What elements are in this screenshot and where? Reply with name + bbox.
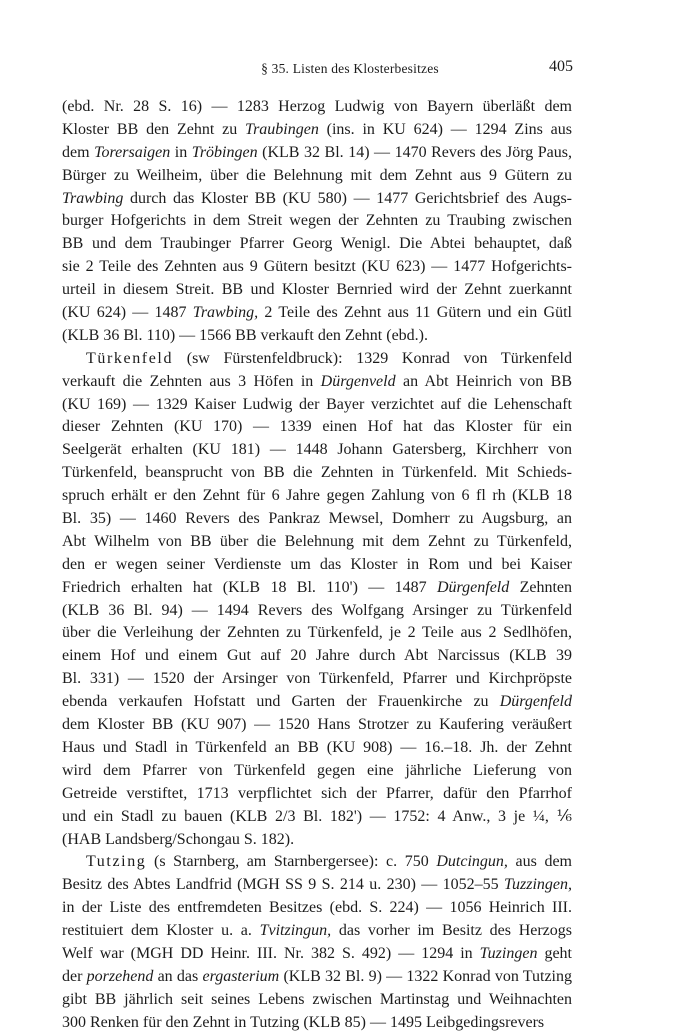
text-run: BB und dem Traubinger Pfarrer Georg Wenigl. Die Abtei behauptet, daß <box>62 235 572 253</box>
text-line <box>62 577 572 600</box>
text-line <box>62 165 572 188</box>
text-run: Bürger zu Weilheim, über die Belehnung mit dem Zehnt aus 9 Gütern zu <box>62 166 572 184</box>
text-line <box>62 256 572 279</box>
text-run: (ins. in KU 624) — 1294 Zins aus <box>318 120 573 138</box>
text-run: (KU 169) — 1329 Kaiser Ludwig der Bayer verzichtet auf die Lehenschaft <box>62 395 572 413</box>
text-run: dem <box>62 143 95 161</box>
text-line <box>62 371 572 394</box>
text-line <box>62 622 572 645</box>
body-text <box>62 96 572 1035</box>
text-line <box>62 348 572 371</box>
spaced-entry-heading: Tutzing <box>86 853 147 871</box>
text-line <box>62 142 572 165</box>
text-line <box>62 439 572 462</box>
text-line <box>62 554 572 577</box>
text-run: Getreide verstiftet, 1713 verpflichtet sich der Pfarrer, dafür den Pfarrhof <box>62 784 572 802</box>
text-line <box>62 233 572 256</box>
text-line <box>62 394 572 417</box>
text-run: (KLB 32 Bl. 14) — 1470 Revers des Jörg Paus, <box>257 143 573 161</box>
text-line <box>62 416 572 439</box>
text-run: Seelgerät erhalten (KU 181) — 1448 Johann Gatersberg, Kirchherr von <box>62 441 572 459</box>
italic-place-name: Tvitzingun, <box>259 922 332 940</box>
text-run: sie 2 Teile des Zehnten aus 9 Gütern besitzt (KU 623) — 1477 Hofgerichts- <box>62 258 572 276</box>
text-run: (KU 624) — 1487 <box>62 304 193 322</box>
text-line <box>62 691 572 714</box>
text-line <box>62 920 572 943</box>
text-line <box>62 462 572 485</box>
text-line <box>62 645 572 668</box>
running-title: § 35. Listen des Klosterbesitzes <box>261 61 439 76</box>
spaced-entry-heading: Türkenfeld <box>86 349 174 367</box>
italic-place-name: Dürgenveld <box>320 372 396 390</box>
text-run: spruch erhält er den Zehnt für 6 Jahre gegen Zahlung von 6 fl rh (KLB 18 <box>62 487 572 505</box>
text-run: aus dem <box>507 853 573 871</box>
text-line <box>62 874 572 897</box>
italic-place-name: Tröbingen <box>191 143 258 161</box>
text-line <box>62 279 572 302</box>
text-line <box>62 851 572 874</box>
text-run: 2 Teile des Zehnt aus 11 Gütern und ein Gütl <box>258 304 572 322</box>
text-run: der <box>62 967 87 985</box>
text-run: ebenda verkaufen Hofstatt und Garten der Frauenkirche zu <box>62 693 500 711</box>
italic-place-name: Dürgenfeld <box>499 693 572 711</box>
text-run: Bl. 35) — 1460 Revers des Pankraz Mewsel, Domherr zu Augsburg, an <box>62 510 572 528</box>
text-run: Türkenfeld, beansprucht von BB die Zehnten in Türkenfeld. Mit Schieds- <box>62 464 572 482</box>
text-line <box>62 966 572 989</box>
italic-place-name: Tuzzingen, <box>503 876 572 894</box>
text-run: das vorher im Besitz des Herzogs <box>331 922 573 940</box>
text-line <box>62 897 572 920</box>
text-run: durch das Kloster BB (KU 580) — 1477 Gerichtsbrief des Augs- <box>123 189 572 207</box>
text-line <box>62 989 572 1012</box>
text-line <box>62 714 572 737</box>
text-run: (HAB Landsberg/Schongau S. 182). <box>62 830 295 848</box>
text-line <box>62 302 572 325</box>
text-run: an Abt Heinrich von BB <box>395 372 573 390</box>
italic-place-name: Dutcingun, <box>436 853 508 871</box>
text-line <box>62 96 572 119</box>
text-run: Zehnten <box>509 578 573 596</box>
italic-place-name: Trawbing <box>62 189 124 207</box>
text-line <box>62 600 572 623</box>
italic-place-name: Traubingen <box>245 120 319 138</box>
text-line <box>62 806 572 829</box>
text-run: (KLB 32 Bl. 9) — 1322 Konrad von Tutzing <box>279 967 572 985</box>
text-run: wird dem Pfarrer von Türkenfeld gegen eine jährliche Lieferung von <box>62 761 572 779</box>
text-line <box>62 508 572 531</box>
text-run: (KLB 36 Bl. 110) — 1566 BB verkauft den Zehnt (ebd.). <box>62 326 429 344</box>
italic-place-name: Tuzingen <box>479 944 538 962</box>
text-line <box>62 829 572 852</box>
text-line <box>62 325 572 348</box>
text-run: gibt BB jährlich seit seines Lebens zwischen Martinstag und Weihnachten <box>62 990 572 1008</box>
text-line <box>62 210 572 233</box>
page-number: 405 <box>549 58 573 75</box>
text-line <box>62 943 572 966</box>
text-run: burger Hofgerichts in dem Streit wegen der Zehnten zu Traubing zwischen <box>62 212 572 230</box>
text-run: Kloster BB den Zehnt zu <box>62 120 246 138</box>
text-run: über die Verleihung der Zehnten zu Türkenfeld, je 2 Teile aus 2 Sedlhöfen, <box>62 624 572 642</box>
italic-place-name: Dürgenfeld <box>436 578 510 596</box>
text-run: (ebd. Nr. 28 S. 16) — 1283 Herzog Ludwig von Bayern überläßt dem <box>62 98 572 115</box>
text-run: an das <box>153 967 203 985</box>
text-run: restituiert dem Kloster u. a. <box>62 922 260 940</box>
text-run: Friedrich erhalten hat (KLB 18 Bl. 110') — 1487 <box>62 578 437 596</box>
text-run: einem Hof und einem Gut auf 20 Jahre durch Abt Narcissus (KLB 39 <box>62 647 572 665</box>
text-run: den er wegen seiner Verdienste um das Kloster in Rom und bei Kaiser <box>62 555 572 573</box>
text-run: Haus und Stadl in Türkenfeld an BB (KU 908) — 16.–18. Jh. der Zehnt <box>62 738 572 756</box>
text-run: verkauft die Zehnten aus 3 Höfen in <box>62 372 321 390</box>
text-run: (sw Fürstenfeldbruck): 1329 Konrad von Türkenfeld <box>173 349 572 367</box>
text-run: Welf war (MGH DD Heinr. III. Nr. 382 S. 492) — 1294 in <box>62 944 480 962</box>
text-run: (s Starnberg, am Starnbergersee): c. 750 <box>146 853 437 871</box>
text-run: 300 Renken für den Zehnt in Tutzing (KLB 85) — 1495 Leibgedingsrevers <box>62 1013 545 1031</box>
text-run: Abt Wilhelm von BB über die Belehnung mit dem Zehnt zu Türkenfeld, <box>62 532 572 550</box>
text-run: geht <box>537 944 572 962</box>
text-run: in <box>170 143 192 161</box>
italic-place-name: porzehend <box>86 967 154 985</box>
text-line <box>62 119 572 142</box>
text-line <box>62 760 572 783</box>
text-line <box>62 485 572 508</box>
italic-place-name: Torersaigen <box>94 143 171 161</box>
text-run: in der Liste des entfremdeten Besitzes (ebd. S. 224) — 1056 Heinrich III. <box>62 899 572 917</box>
text-run: urteil in diesem Streit. BB und Kloster Bernried wird der Zehnt zuerkannt <box>62 281 572 299</box>
text-line <box>62 783 572 806</box>
text-run: Besitz des Abtes Landfrid (MGH SS 9 S. 214 u. 230) — 1052–55 <box>62 876 504 894</box>
text-line <box>62 737 572 760</box>
italic-place-name: Trawbing, <box>192 304 259 322</box>
text-line <box>62 531 572 554</box>
text-line <box>62 668 572 691</box>
text-run: dieser Zehnten (KU 170) — 1339 einen Hof hat das Kloster für ein <box>62 418 572 436</box>
italic-place-name: ergasterium <box>202 967 280 985</box>
text-line <box>62 188 572 211</box>
text-run: und ein Stadl zu bauen (KLB 2/3 Bl. 182') — 1752: 4 Anw., 3 je ¼, ⅙ <box>62 807 572 825</box>
text-run: (KLB 36 Bl. 94) — 1494 Revers des Wolfgang Arsinger zu Türkenfeld <box>62 601 572 619</box>
running-head <box>0 58 700 82</box>
text-run: Bl. 331) — 1520 der Arsinger von Türkenfeld, Pfarrer und Kirchpröpste <box>62 670 572 688</box>
text-run: dem Kloster BB (KU 907) — 1520 Hans Strotzer zu Kaufering veräußert <box>62 716 572 734</box>
text-line <box>62 1012 572 1035</box>
